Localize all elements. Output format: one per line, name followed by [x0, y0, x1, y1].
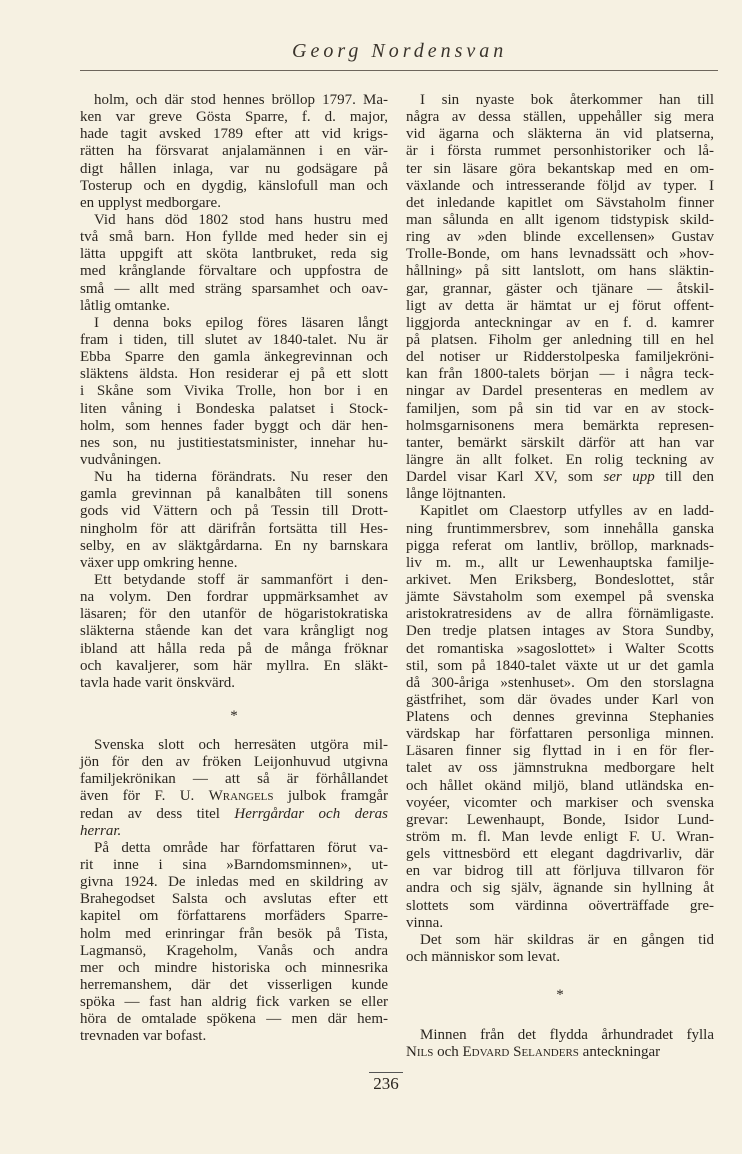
- text-line: Läsaren finner sig flyttad in i en för fler-: [406, 743, 714, 760]
- text-line: holm med erinringar från besök på Tista,: [80, 925, 388, 942]
- text-line: på platsen. Fiholm ger anledning till en hel: [406, 331, 714, 348]
- text-line: vid ägarna och släkterna än vid platserna,: [406, 126, 714, 143]
- text-line: fram i tiden, till slutet av 1840-talet. Nu är: [80, 331, 388, 348]
- paragraph: [406, 503, 714, 932]
- right-column-text-part1: [406, 92, 714, 966]
- text-line: ligt av detta är hämtat ur ej förut offent-: [406, 297, 714, 314]
- text-line: Minnen från det flydda århundradet fylla: [420, 1027, 714, 1043]
- text-line: holm, och där stod hennes bröllop 1797. Ma-: [94, 92, 388, 108]
- text-line: Den tredje platsen intages av Stora Sundby,: [406, 623, 714, 640]
- text-line: nes son, nu justitiestatsminister, innehar hu-: [80, 434, 388, 451]
- text-line: en upplyst medborgare.: [80, 194, 221, 211]
- running-header-title: Georg Nordensvan: [292, 40, 508, 62]
- text-line: spöka — fast han aldrig fick varken se eller: [80, 994, 388, 1011]
- text-line: Vid hans död 1802 stod hans hustru med: [94, 211, 388, 228]
- text-line: långe löjtnanten.: [406, 486, 506, 503]
- text-line: I sin nyaste bok återkommer han till: [420, 92, 714, 108]
- text-line: stil, som på 1840-talet växte ut ur det gamla: [406, 657, 714, 674]
- text-line: Svenska slott och herresäten utgöra mil-: [94, 737, 388, 753]
- page-number: 236: [369, 1072, 403, 1094]
- text-line: arkivet. Men Eriksberg, Bondeslottet, står: [406, 571, 714, 588]
- section-separator-left: *: [230, 708, 238, 724]
- paragraph: [80, 840, 388, 1046]
- text-line: liggjorda anteckningar av en f. d. kamrer: [406, 314, 714, 331]
- text-line: [80, 788, 388, 805]
- text-line: jön för den av fröken Leijonhuvud utgivna: [80, 754, 388, 771]
- text-segment: och: [433, 1044, 463, 1061]
- text-segment: anteckningar: [578, 1044, 661, 1061]
- text-line: hållning» på sitt lantslott, om hans släktin-: [406, 263, 714, 280]
- text-line: givna 1924. De inledas med en skildring av: [80, 874, 388, 891]
- text-line: kan från 1800-talets början — i några teck-: [406, 366, 714, 383]
- text-line: ström m. fl. Man levde enligt F. U. Wran-: [406, 829, 714, 846]
- italic-text: ser upp: [603, 469, 655, 486]
- text-line: släkterna stående kan det vara krångligt nog: [80, 623, 388, 640]
- text-line: då 300-åriga »stenhuset». Om den storslagna: [406, 674, 714, 691]
- text-line: gar, grannar, gäster och tjänare — åtskil-: [406, 280, 714, 297]
- text-line: liv m. m., allt ur Lewenhauptska familje-: [406, 554, 714, 571]
- text-line: värdskap har författaren personliga minnen.: [406, 726, 714, 743]
- text-line: grevar: Lewenhaupt, Bonde, Isidor Lund-: [406, 811, 714, 828]
- text-line: [406, 1044, 714, 1061]
- text-line: läsaren; för den utanför de högaristokratiska: [80, 606, 388, 623]
- text-line: Ebba Sparre den gamla änkegrevinnan och: [80, 349, 388, 366]
- text-line: växer upp omkring henne.: [80, 554, 238, 571]
- text-line: och kavaljerer, som här myllra. En släkt-: [80, 657, 388, 674]
- small-caps-name: Edvard Selanders: [462, 1044, 579, 1061]
- text-line: del notiser ur Ridderstolpeska familjekröni-: [406, 349, 714, 366]
- text-line: ningholm för att därifrån fortsätta till Hes-: [80, 520, 388, 537]
- text-line: ken var greve Gösta Sparre, f. d. major,: [80, 109, 388, 126]
- text-line: digt hållen inlaga, var nu godsägare på: [80, 160, 388, 177]
- paragraph: [80, 212, 388, 315]
- text-line: selby, en av släktgårdarna. En ny barnskara: [80, 537, 388, 554]
- text-line: Lagmansö, Krageholm, Vanås och andra: [80, 942, 388, 959]
- paragraph: [80, 315, 388, 469]
- text-line: voyéer, vicomter och markiser och svenska: [406, 794, 714, 811]
- text-line: höra de omtalade spökena — men där hem-: [80, 1011, 388, 1028]
- text-line: na volym. Den fordrar uppmärksamhet av: [80, 589, 388, 606]
- text-line: släktens äldsta. Hon residerar ej på ett slott: [80, 366, 388, 383]
- text-line: I denna boks epilog föres läsaren långt: [94, 314, 388, 331]
- italic-text: Herrgårdar och deras: [234, 805, 388, 822]
- text-line: tavla hade varit önskvärd.: [80, 674, 235, 691]
- text-line: tanter, bemärkt särskilt därför att han var: [406, 434, 714, 451]
- text-line: [80, 806, 388, 823]
- small-caps-name: Wrangels: [208, 788, 274, 805]
- text-line: vinna.: [406, 914, 444, 931]
- text-line: trevnaden var bofast.: [80, 1028, 207, 1045]
- text-line: ring av »den blinde excellensen» Gustav: [406, 229, 714, 246]
- text-line: ningar av Dardel presenteras en medlem av: [406, 383, 714, 400]
- paragraph: [406, 92, 714, 503]
- text-line: ibland att hålla reda på de många fröknar: [80, 640, 388, 657]
- text-line: och människor som levat.: [406, 949, 561, 966]
- text-line: holm, som hennes fader byggt och där hen-: [80, 417, 388, 434]
- text-line: små — allt med sträng sparsamhet och oav-: [80, 280, 388, 297]
- text-line: pigga referat om lantliv, bröllop, marknads-: [406, 537, 714, 554]
- text-line: rit inne i sina »Barndomsminnen», ut-: [80, 856, 388, 873]
- paragraph: [80, 469, 388, 572]
- text-segment: även för F. U.: [80, 788, 209, 805]
- text-line: det romantiska »sagoslottet» i Walter Scotts: [406, 640, 714, 657]
- small-caps-name: Nils: [406, 1044, 434, 1061]
- left-column-text-part2: [80, 737, 388, 1046]
- text-line: låtlig omtanke.: [80, 297, 170, 314]
- text-segment: till den: [654, 469, 715, 486]
- text-line: aristokratresidens av de allra förnämligaste.: [406, 606, 714, 623]
- paragraph: [80, 737, 388, 840]
- text-line: Det som här skildras är en gången tid: [420, 931, 714, 948]
- paragraph: [406, 1027, 714, 1061]
- text-line: slottets som värdinna oöverträffade gre-: [406, 897, 714, 914]
- text-line: liten våning i Bondeska palatset i Stock-: [80, 400, 388, 417]
- text-line: gästfrihet, som där övades under Karl von: [406, 691, 714, 708]
- text-line: det inledande kapitlet om Sävstaholm finner: [406, 194, 714, 211]
- text-line: växlande och intresserande följd av typer. I: [406, 177, 714, 194]
- text-line: familjen, som på sin tid var en av stock-: [406, 400, 714, 417]
- text-line: ter sin läsare göra bekantskap med en om-: [406, 160, 714, 177]
- text-line: På detta område har författaren förut va-: [94, 839, 388, 856]
- text-line: med krånglande förvaltare och uppfostra de: [80, 263, 388, 280]
- text-segment: Dardel visar Karl XV, som: [406, 469, 604, 486]
- paragraph: [80, 92, 388, 212]
- italic-text: herrar.: [80, 822, 122, 839]
- text-line: vudvåningen.: [80, 451, 162, 468]
- text-line: Platens och dennes grevinna Stephanies: [406, 709, 714, 726]
- text-line: Brahegodset Salsta och avslutas efter ett: [80, 891, 388, 908]
- text-line: holmsgarnisonens mera bemärkta represen-: [406, 417, 714, 434]
- text-line: andra och sig själv, ägnande sin hyllning åt: [406, 880, 714, 897]
- text-line: man sålunda en allt igenom tidstypisk skild-: [406, 211, 714, 228]
- text-line: Trolle-Bonde, om hans levnadssätt och »hov-: [406, 246, 714, 263]
- text-line: jämte Sävstaholm som exempel på svenska: [406, 589, 714, 606]
- text-line: Ett betydande stoff är sammanfört i den-: [94, 571, 388, 588]
- text-line: ning fruntimmersbrev, som innehålla ganska: [406, 520, 714, 537]
- text-line: gamla grevinnan på kanalbåten till sonens: [80, 486, 388, 503]
- section-separator-right: *: [556, 987, 564, 1003]
- paragraph: [406, 932, 714, 966]
- text-line: i Skåne som Vivika Trolle, hon bor i en: [80, 383, 388, 400]
- text-line: herremanshem, där det visserligen kunde: [80, 976, 388, 993]
- left-column-text-part1: [80, 92, 388, 692]
- text-segment: redan av dess titel: [80, 805, 235, 822]
- text-line: en var bidrog till att förljuva tillvaron för: [406, 863, 714, 880]
- text-line: gods vid Vättern och på Tessin till Drott-: [80, 503, 388, 520]
- text-line: talet av oss jämnstrukna medborgare helt: [406, 760, 714, 777]
- text-line: lätta uppgift att sköta lantbruket, reda sig: [80, 246, 388, 263]
- text-line: och hållet okänd miljö, bland utländska en-: [406, 777, 714, 794]
- text-line: Nu ha tiderna förändrats. Nu reser den: [94, 469, 388, 486]
- text-line: kapitel om författarens morfäders Sparre-: [80, 908, 388, 925]
- text-line: några av dessa ställen, uppehåller sig mera: [406, 109, 714, 126]
- text-line: gels vittnesbörd ett elegant dagdrivarliv, där: [406, 846, 714, 863]
- text-line: är i första rummet personhistoriker och lå-: [406, 143, 714, 160]
- running-header: [80, 38, 718, 71]
- text-line: rätten ha försvarat anjalamännen i en vär-: [80, 143, 388, 160]
- text-line: hade tagit avsked 1789 efter att vid krigs-: [80, 126, 388, 143]
- text-segment: julbok framgår: [273, 788, 388, 805]
- text-line: [406, 469, 714, 486]
- text-line: längre än allt folket. En rolig teckning av: [406, 451, 714, 468]
- text-line: mer och mindre historiska och minnesrika: [80, 959, 388, 976]
- text-line: familjekrönikan — att så är förhållandet: [80, 771, 388, 788]
- text-line: Kapitlet om Claestorp utfylles av en ladd-: [420, 503, 714, 520]
- right-column-text-part2: [406, 1027, 714, 1061]
- paragraph: [80, 572, 388, 692]
- text-line: Tosterup och en dygdig, känslofull man och: [80, 177, 388, 194]
- text-line: två små barn. Hon fyllde med heder sin ej: [80, 229, 388, 246]
- text-line: [80, 823, 388, 840]
